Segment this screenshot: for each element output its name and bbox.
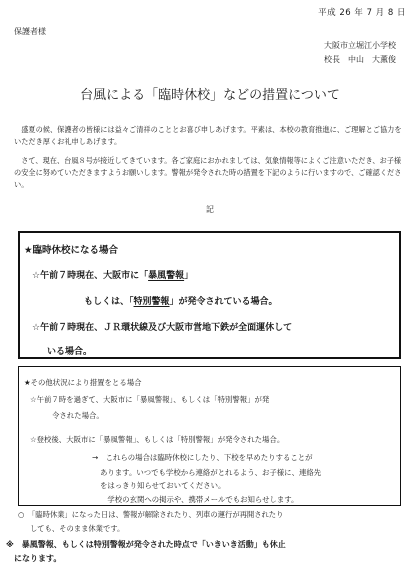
other-measures-heading: ★その他状況により措置をとる場合 [24, 378, 142, 387]
closure-heading: ★臨時休校になる場合 [24, 245, 119, 256]
greeting-paragraph: 盛夏の候、保護者の皆様には益々ご清祥のこととお喜び申しあげます。平素は、本校の教育推進に、ご理解とご協力をいただき厚くお礼申しあげます。 [14, 125, 402, 146]
principal-name: 校長 中山 大薫俊 [324, 55, 396, 64]
closure-condition-storm [32, 268, 193, 281]
storm-warning-term: 暴風警報 [148, 271, 185, 281]
condition-suffix: 」が発令されている場合。 [169, 297, 278, 307]
note-text: あります。いつでも学校から連絡がとれるよう、お子様に、連絡先 [100, 468, 322, 477]
notice-date: 平成 26 年 7 月 8 日 [318, 8, 406, 18]
measure-note-cont-2: をはっきり知らせておいてください。 [100, 481, 226, 490]
closure-condition-transit: ☆午前７時現在、ＪＲ環状線及び大阪市営地下鉄が全面運休して [32, 323, 293, 333]
measure-note: → これらの場合は臨時休校にしたり、下校を早めたりすることが [92, 453, 313, 462]
footer-activity-note-cont: になります。 [14, 554, 62, 563]
measure-after-7am-cont: 令された場合。 [52, 411, 104, 420]
footer-closure-note-cont: しても、そのまま休業です。 [30, 524, 125, 533]
ki-heading: 記 [206, 205, 214, 214]
recipient: 保護者様 [14, 27, 46, 36]
footer-activity-note: ※ 暴風警報、もしくは特別警報が発令された時点で「いきいき活動」も休止 [6, 540, 286, 549]
measure-note-cont [100, 467, 321, 478]
page-title: 台風による「臨時休校」などの措置について [80, 88, 340, 103]
special-warning-term: 特別警報 [133, 297, 170, 307]
closure-condition-transit-cont: いる場合。 [47, 347, 93, 357]
condition-prefix: ☆午前７時現在、大阪市に「 [32, 271, 149, 281]
typhoon-notice-paragraph: さて、現在、台風８号が接近してきています。各ご家庭におかれましては、気象情報等によくご注意いただき、お子様の安全に努めていただきますようお願いします。警報が発令された時の措置を下記のように行いますので、ご確認ください。 [14, 156, 402, 189]
school-name: 大阪市立堀江小学校 [324, 41, 396, 50]
measure-note-posting: 学校の玄関への掲示や、携帯メールでもお知らせします。 [100, 495, 299, 504]
footer-closure-note: ○ 「臨時休業」になった日は、警報が解除されたり、列車の運行が再開されたり [18, 510, 284, 519]
measure-after-arrival: ☆登校後、大阪市に「暴風警報」、もしくは「特別警報」が発令された場合。 [30, 435, 285, 444]
condition-suffix: 」 [184, 271, 194, 281]
measure-after-7am: ☆午前７時を過ぎて、大阪市に「暴風警報」、もしくは「特別警報」が発 [30, 395, 270, 404]
closure-condition-special [84, 294, 278, 307]
condition-prefix: もしくは、「 [84, 297, 134, 307]
